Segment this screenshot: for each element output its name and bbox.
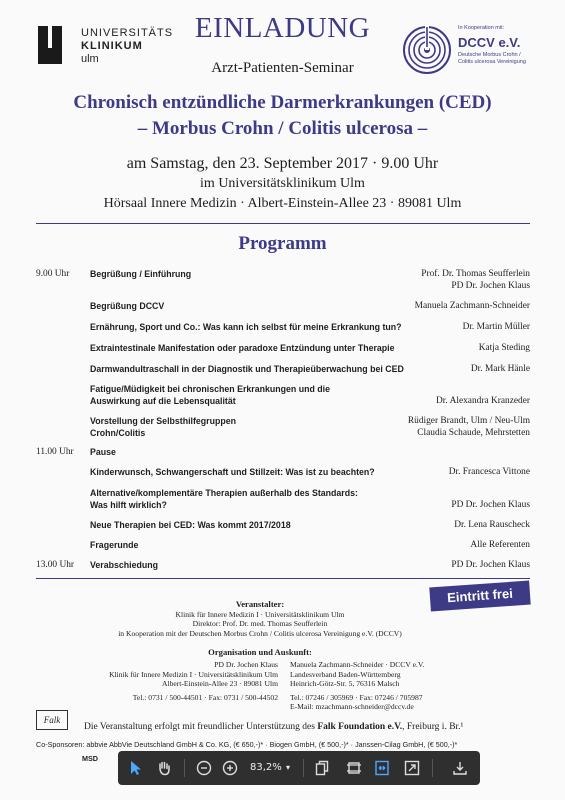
copy-icon (315, 760, 329, 776)
organizer-block (60, 600, 460, 638)
contact-line: Tel.: 07246 / 305969 · Fax: 07246 / 705987 (290, 692, 423, 702)
contact-line: Manuela Zachmann-Schneider · DCCV e.V. (290, 660, 425, 669)
row-topic: Extraintestinale Manifestation oder paradoxe Entzündung unter Therapie (90, 343, 395, 353)
row-topic: Vorstellung der Selbsthilfegruppen (90, 416, 236, 426)
event-date: am Samstag, den 23. September 2017 · 9.00 Uhr (126, 155, 439, 172)
toolbar-separator (184, 759, 185, 777)
support-text-end: , Freiburg i. Br.¹ (402, 722, 464, 732)
dccv-logo (402, 25, 552, 75)
event-headline: Chronisch entzündliche Darmerkrankungen (CED) (73, 92, 492, 113)
dccv-subline2: Colitis ulcerosa Vereinigung (458, 59, 526, 65)
logo-text-line3: ulm (81, 53, 99, 65)
fit-width-icon (374, 760, 390, 776)
pdf-viewer-toolbar (118, 751, 480, 785)
program-title: Programm (238, 233, 327, 254)
row-topic-line2: Was hilft wirklich? (90, 500, 167, 510)
row-topic: Begrüßung DCCV (90, 301, 165, 311)
dccv-cooperation-label: In Kooperation mit: (458, 25, 505, 31)
divider (36, 578, 530, 579)
logo-text-line2: KLINIKUM (81, 40, 143, 52)
logo-text-line1: UNIVERSITÄTS (81, 27, 174, 39)
row-time: 13.00 Uhr (36, 560, 75, 570)
chevron-down-icon: ▾ (286, 763, 291, 772)
row-time: 11.00 Uhr (36, 447, 74, 457)
sponsors-list: abbvie AbbVie Deutschland GmbH & Co. KG, (€ 650,-)* · Biogen GmbH, (€ 500,-)* · Janssen-Cilag GmbH, (€ 500,-)* (86, 740, 458, 749)
hand-tool-button[interactable] (150, 751, 178, 785)
contact-line: Landesverband Baden-Württemberg (290, 669, 401, 679)
row-speaker: Dr. Martin Müller (462, 322, 530, 332)
fullscreen-icon (404, 760, 420, 776)
row-topic: Ernährung, Sport und Co.: Was kann ich selbst für meine Erkrankung tun? (90, 322, 402, 332)
dccv-subline1: Deutsche Morbus Crohn / (458, 52, 521, 58)
zoom-in-button[interactable] (216, 751, 244, 785)
event-location: im Universitätsklinikum Ulm (200, 176, 365, 191)
row-topic: Alternative/komplementäre Therapien außerhalb des Standards: (90, 488, 358, 498)
row-speaker2: Claudia Schaude, Mehrstetten (417, 428, 530, 438)
row-topic: Begrüßung / Einführung (90, 269, 192, 279)
support-text: Die Veranstaltung erfolgt mit freundlicher Unterstützung des (84, 722, 318, 732)
msd-logo: MSD (82, 754, 98, 763)
row-speaker2: Dr. Alexandra Kranzeder (436, 396, 530, 406)
row-topic: Verabschiedung (90, 560, 158, 570)
support-note (84, 722, 544, 732)
contact-line: Tel.: 0731 / 500-44501 · Fax: 0731 / 500-44502 (132, 692, 278, 702)
select-tool-button[interactable] (122, 751, 150, 785)
contact-email: E-Mail: mzachmann-schneider@dccv.de (290, 702, 414, 711)
row-speaker: PD Dr. Jochen Klaus (451, 560, 530, 570)
zoom-in-icon (222, 760, 238, 776)
fit-page-button[interactable] (340, 751, 368, 785)
row-topic: Fragerunde (90, 540, 139, 550)
copy-button[interactable] (308, 751, 336, 785)
row-topic: Pause (90, 447, 116, 457)
toolbar-separator (303, 759, 304, 777)
contact-line: PD Dr. Jochen Klaus (214, 660, 278, 669)
row-topic: Darmwandultraschall in der Diagnostik und Therapieüberwachung bei CED (90, 364, 404, 374)
cursor-icon (129, 760, 143, 776)
fit-width-button[interactable] (368, 751, 396, 785)
seminar-subtitle: Arzt-Patienten-Seminar (211, 60, 354, 76)
zoom-level-value: 83,2% (250, 762, 282, 773)
row-topic: Fatigue/Müdigkeit bei chronischen Erkrankungen und die (90, 384, 330, 394)
row-speaker: Dr. Lena Rauscheck (454, 520, 530, 530)
support-falk: Falk Foundation e.V. (317, 722, 403, 732)
dccv-labyrinth-icon (402, 25, 452, 75)
divider (36, 223, 530, 224)
row-speaker: Manuela Zachmann-Schneider (414, 301, 530, 311)
row-speaker: Prof. Dr. Thomas Seufferlein (421, 269, 530, 279)
contact-left (92, 660, 278, 702)
contact-line: Klinik für Innere Medizin I · Universitätsklinikum Ulm (109, 669, 278, 679)
row-speaker: Rüdiger Brandt, Ulm / Neu-Ulm (407, 416, 530, 426)
row-speaker2: PD Dr. Jochen Klaus (451, 281, 530, 291)
row-topic-line2: Auswirkung auf die Lebensqualität (90, 396, 236, 406)
zoom-out-icon (196, 760, 212, 776)
organizer-line: Klinik für Innere Medizin I · Universitätsklinikum Ulm (175, 609, 345, 619)
zoom-level-select[interactable] (250, 760, 296, 776)
row-topic: Neue Therapien bei CED: Was kommt 2017/2018 (90, 520, 291, 530)
organizer-line: Direktor: Prof. Dr. med. Thomas Seufferlein (192, 619, 328, 628)
row-speaker: Dr. Mark Hänle (470, 364, 530, 374)
toolbar-separator (432, 759, 433, 777)
invitation-title: EINLADUNG (194, 12, 371, 44)
contact-line: Albert-Einstein-Allee 23 · 89081 Ulm (162, 679, 278, 688)
hand-icon (156, 760, 172, 776)
download-icon (452, 760, 468, 776)
event-address: Hörsaal Innere Medizin · Albert-Einstein-Allee 23 · 89081 Ulm (103, 196, 462, 211)
row-speaker: Dr. Francesca Vittone (448, 467, 530, 477)
download-button[interactable] (446, 751, 474, 785)
fullscreen-button[interactable] (398, 751, 426, 785)
dccv-name: DCCV e.V. (458, 35, 521, 50)
organizer-heading: Veranstalter: (235, 599, 285, 609)
row-topic-line2: Crohn/Colitis (90, 428, 146, 438)
uulm-logo-icon (38, 26, 74, 64)
row-topic: Kinderwunsch, Schwangerschaft und Stillzeit: Was ist zu beachten? (90, 467, 375, 477)
row-speaker: Alle Referenten (470, 540, 530, 550)
row-speaker: Katja Steding (478, 343, 530, 353)
sponsors-label: Co-Sponsoren: (36, 740, 85, 749)
contact-right (290, 660, 490, 712)
event-headline-sub: – Morbus Crohn / Colitis ulcerosa – (137, 118, 428, 139)
free-admission-badge: Eintritt frei (429, 581, 530, 612)
sponsors-line (36, 740, 556, 749)
organizer-line: in Kooperation mit der Deutschen Morbus Crohn / Colitis ulcerosa Vereinigung e.V. (DCCV) (118, 628, 402, 638)
contact-heading: Organisation und Auskunft: (208, 647, 312, 657)
falk-logo: Falk (36, 710, 68, 730)
row-speaker2: PD Dr. Jochen Klaus (451, 500, 530, 510)
fit-page-icon (346, 760, 362, 776)
contact-line: Heinrich-Götz-Str. 5, 76316 Malsch (290, 679, 400, 688)
zoom-out-button[interactable] (190, 751, 218, 785)
row-time: 9.00 Uhr (36, 269, 70, 279)
